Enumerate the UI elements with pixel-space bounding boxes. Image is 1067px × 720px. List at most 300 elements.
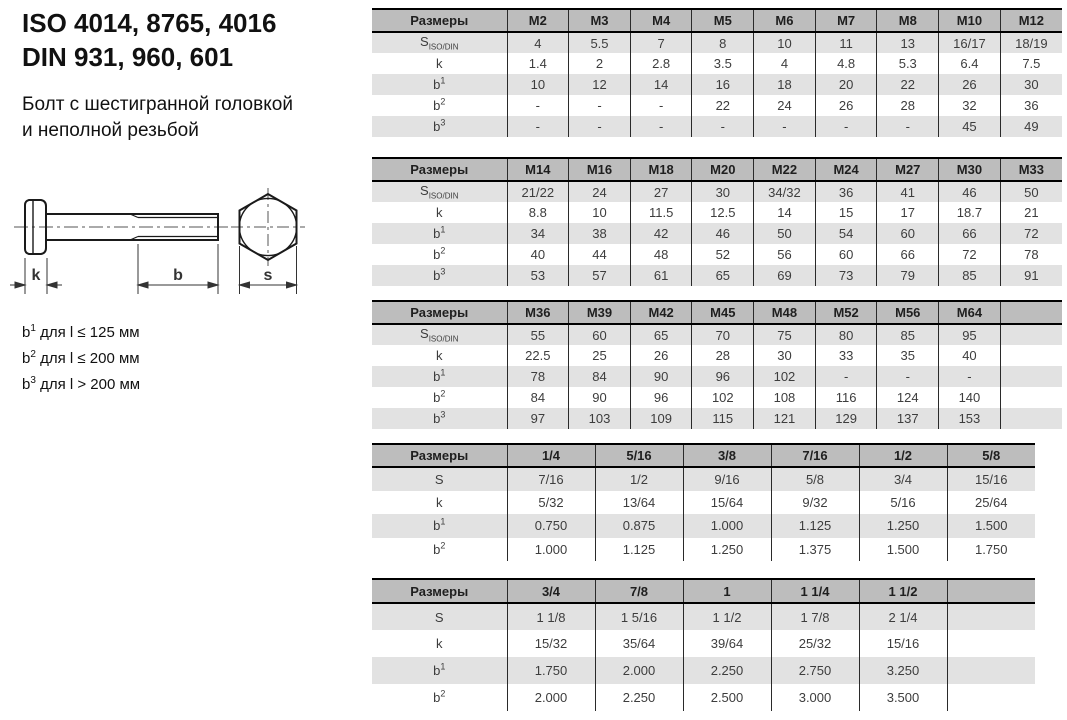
note-b3 — [22, 370, 140, 396]
table-cell: 39/64 — [683, 630, 771, 657]
table-cell: 84 — [569, 366, 631, 387]
table-cell: 66 — [939, 223, 1001, 244]
dimensions-table-imperial-small — [372, 443, 1035, 561]
row-label: $b^2$ — [433, 245, 446, 262]
table-cell: 9/32 — [771, 491, 859, 515]
table-cell: 6.4 — [939, 53, 1001, 74]
note-b3-sup: 3 — [30, 375, 36, 386]
note-b3-text: для l > 200 мм — [35, 376, 141, 393]
row-label: $b^3$ — [372, 408, 507, 429]
din-standards-title: DIN 931, 960, 601 — [22, 42, 234, 72]
table-header-cell: M20 — [692, 158, 754, 181]
table-row — [372, 630, 1035, 657]
table-cell: 28 — [877, 95, 939, 116]
table-cell: 91 — [1000, 265, 1062, 286]
table-cell: 1.500 — [947, 514, 1035, 538]
table-cell: 55 — [507, 324, 569, 345]
table-header-cell: M5 — [692, 9, 754, 32]
row-label: $b^2$ — [433, 96, 446, 113]
table-header-cell: 3/8 — [683, 444, 771, 467]
row-label: $S_{ISO/DIN}$ — [372, 32, 507, 53]
table-cell: 26 — [815, 95, 877, 116]
table-cell: - — [507, 116, 569, 137]
table-cell: 13/64 — [595, 491, 683, 515]
table-cell: 1 5/16 — [595, 603, 683, 630]
table-header-cell: 1 — [683, 579, 771, 603]
table-cell: - — [877, 366, 939, 387]
table-cell: 1.000 — [507, 538, 595, 562]
bolt-head-end-view — [231, 188, 305, 266]
dimensions-table-imperial-large — [372, 578, 1035, 711]
dimension-s — [240, 246, 297, 294]
table-cell: 22 — [692, 95, 754, 116]
table-cell: 7.5 — [1000, 53, 1062, 74]
table-header-cell: 5/16 — [595, 444, 683, 467]
table-cell: 36 — [815, 181, 877, 202]
table-cell: - — [692, 116, 754, 137]
row-label: $b^2$ — [433, 388, 446, 405]
table-header-cell: M22 — [754, 158, 816, 181]
table-header-cell: M36 — [507, 301, 569, 324]
table-row — [372, 32, 1062, 53]
row-label: $b^1$ — [372, 366, 507, 387]
table-cell: 7/16 — [507, 467, 595, 491]
table-cell: 27 — [630, 181, 692, 202]
table-cell: 2.000 — [507, 684, 595, 711]
table-cell: 1.250 — [683, 538, 771, 562]
table-header-cell: 7/8 — [595, 579, 683, 603]
table-header-cell: 5/8 — [947, 444, 1035, 467]
table-cell: - — [754, 116, 816, 137]
table-header-cell: M30 — [939, 158, 1001, 181]
table-header-cell: M2 — [507, 9, 569, 32]
table-cell-blank — [1000, 324, 1062, 345]
table-header-cell: M4 — [630, 9, 692, 32]
table-cell: 35/64 — [595, 630, 683, 657]
table-row — [372, 603, 1035, 630]
table-cell: 84 — [507, 387, 569, 408]
table-header-sizes: Размеры — [372, 579, 507, 603]
table-header-blank — [1000, 301, 1062, 324]
table-cell: - — [630, 116, 692, 137]
table-cell: 95 — [939, 324, 1001, 345]
table-cell: 4 — [754, 53, 816, 74]
table-cell-blank — [1000, 366, 1062, 387]
table-row — [372, 657, 1035, 684]
table-cell: 109 — [630, 408, 692, 429]
row-label: k — [436, 636, 443, 651]
row-label: $b^1$ — [372, 514, 507, 538]
dimensions-table-metric-m36-m64 — [372, 300, 1062, 429]
table-cell: 72 — [939, 244, 1001, 265]
table-cell: 52 — [692, 244, 754, 265]
table-row — [372, 684, 1035, 711]
table-cell: 2 — [569, 53, 631, 74]
dimension-b — [138, 244, 218, 294]
table-header-cell: M27 — [877, 158, 939, 181]
table-cell: 13 — [877, 32, 939, 53]
table-cell: 4.8 — [815, 53, 877, 74]
table-cell: 8 — [692, 32, 754, 53]
table-cell: 25/32 — [771, 630, 859, 657]
table-cell: 124 — [877, 387, 939, 408]
table-header-cell: M33 — [1000, 158, 1062, 181]
table-cell: 96 — [692, 366, 754, 387]
table-cell: 73 — [815, 265, 877, 286]
note-b1-text: для l ≤ 125 мм — [35, 324, 140, 341]
table-cell: 70 — [692, 324, 754, 345]
dimension-k-label: k — [31, 267, 41, 284]
table-cell: 38 — [569, 223, 631, 244]
table-cell: 12.5 — [692, 202, 754, 223]
row-label: $S_{ISO/DIN}$ — [372, 181, 507, 202]
table-cell: 5/32 — [507, 491, 595, 515]
table-cell: - — [569, 116, 631, 137]
table-cell: 10 — [507, 74, 569, 95]
table-cell: 30 — [1000, 74, 1062, 95]
table-header-cell: M6 — [754, 9, 816, 32]
table-cell: 2 1/4 — [859, 603, 947, 630]
table-header-sizes: Размеры — [372, 9, 507, 32]
table-row — [372, 95, 1062, 116]
table-cell: 2.250 — [683, 657, 771, 684]
table-cell: 4 — [507, 32, 569, 53]
table-cell: 69 — [754, 265, 816, 286]
table-cell: 30 — [754, 345, 816, 366]
dimensions-table-metric-m2-m12 — [372, 8, 1062, 137]
product-description — [22, 92, 293, 144]
table-cell: 36 — [1000, 95, 1062, 116]
table-row — [372, 491, 1035, 515]
table-cell: 24 — [754, 95, 816, 116]
table-cell: 90 — [569, 387, 631, 408]
table-header-cell: 1/4 — [507, 444, 595, 467]
table-cell: - — [569, 95, 631, 116]
table-cell: 103 — [569, 408, 631, 429]
table-cell: 78 — [1000, 244, 1062, 265]
table-cell: 3.250 — [859, 657, 947, 684]
row-label: k — [436, 348, 443, 363]
table-row — [372, 53, 1062, 74]
table-cell: 21 — [1000, 202, 1062, 223]
table-header-cell: 1/2 — [859, 444, 947, 467]
bolt-technical-drawing — [6, 184, 326, 324]
table-cell: 12 — [569, 74, 631, 95]
table-cell: 25/64 — [947, 491, 1035, 515]
table-cell: 54 — [815, 223, 877, 244]
table-cell: 5/16 — [859, 491, 947, 515]
table-row — [372, 116, 1062, 137]
table-cell: 14 — [754, 202, 816, 223]
table-header-cell: 1 1/2 — [859, 579, 947, 603]
table-cell: - — [877, 116, 939, 137]
table-cell: - — [815, 116, 877, 137]
table-cell: 10 — [569, 202, 631, 223]
table-header-cell: 3/4 — [507, 579, 595, 603]
table-cell: 56 — [754, 244, 816, 265]
table-header-cell: M56 — [877, 301, 939, 324]
table-cell: 90 — [630, 366, 692, 387]
table-cell: 1 7/8 — [771, 603, 859, 630]
table-header-cell: M52 — [815, 301, 877, 324]
table-cell: 8.8 — [507, 202, 569, 223]
row-label: $b^3$ — [372, 265, 507, 286]
table-cell: 46 — [939, 181, 1001, 202]
table-cell: 5/8 — [771, 467, 859, 491]
table-cell: 18/19 — [1000, 32, 1062, 53]
table-row — [372, 324, 1062, 345]
table-row — [372, 223, 1062, 244]
table-cell: 79 — [877, 265, 939, 286]
table-cell: 121 — [754, 408, 816, 429]
table-cell: 33 — [815, 345, 877, 366]
row-label: S — [372, 603, 507, 630]
note-b2 — [22, 344, 140, 370]
table-cell: 22.5 — [507, 345, 569, 366]
table-header-row — [372, 301, 1062, 324]
table-cell: 65 — [692, 265, 754, 286]
dimension-k — [10, 258, 62, 294]
table-cell: 1.750 — [947, 538, 1035, 562]
table-header-row — [372, 158, 1062, 181]
table-cell: 35 — [877, 345, 939, 366]
table-cell: 48 — [630, 244, 692, 265]
note-b2-text: для l ≤ 200 мм — [35, 350, 140, 367]
table-cell: 2.250 — [595, 684, 683, 711]
table-header-cell: M42 — [630, 301, 692, 324]
table-cell-blank — [1000, 387, 1062, 408]
table-cell-blank — [947, 630, 1035, 657]
table-cell: 40 — [939, 345, 1001, 366]
table-cell: 108 — [754, 387, 816, 408]
table-cell: 14 — [630, 74, 692, 95]
table-row — [372, 265, 1062, 286]
table-cell: 11 — [815, 32, 877, 53]
note-b1-symbol: b — [22, 324, 31, 341]
table-cell: 3.5 — [692, 53, 754, 74]
table-cell: 7 — [630, 32, 692, 53]
table-cell: 53 — [507, 265, 569, 286]
table-cell: 5.5 — [569, 32, 631, 53]
row-label: $b^3$ — [372, 116, 507, 137]
table-header-row — [372, 444, 1035, 467]
table-row — [372, 538, 1035, 562]
table-cell: 15/64 — [683, 491, 771, 515]
table-cell: 116 — [815, 387, 877, 408]
row-label: $b^1$ — [372, 74, 507, 95]
row-label: $b^1$ — [372, 223, 507, 244]
row-label: k — [436, 205, 443, 220]
table-row — [372, 244, 1062, 265]
table-header-cell: M12 — [1000, 9, 1062, 32]
table-cell: 80 — [815, 324, 877, 345]
table-cell: 1.125 — [771, 514, 859, 538]
table-cell: 17 — [877, 202, 939, 223]
table-cell: 46 — [692, 223, 754, 244]
table-cell: 102 — [754, 366, 816, 387]
table-cell: 1.125 — [595, 538, 683, 562]
table-cell: 1.4 — [507, 53, 569, 74]
dimension-s-label: s — [263, 267, 273, 284]
row-label: k — [436, 494, 443, 510]
table-cell: 1.375 — [771, 538, 859, 562]
table-cell: 16 — [692, 74, 754, 95]
table-cell: 18 — [754, 74, 816, 95]
table-cell: 20 — [815, 74, 877, 95]
table-cell: 85 — [877, 324, 939, 345]
table-header-cell: M14 — [507, 158, 569, 181]
table-cell: 97 — [507, 408, 569, 429]
row-label: k — [436, 56, 443, 71]
table-cell: 115 — [692, 408, 754, 429]
table-cell: 5.3 — [877, 53, 939, 74]
table-cell: 1.750 — [507, 657, 595, 684]
table-cell: 102 — [692, 387, 754, 408]
table-cell: - — [507, 95, 569, 116]
row-label: $S_{ISO/DIN}$ — [372, 324, 507, 345]
row-label: S — [372, 467, 507, 491]
table-row — [372, 74, 1062, 95]
table-cell: 16/17 — [939, 32, 1001, 53]
table-cell: 1.250 — [859, 514, 947, 538]
table-cell: 30 — [692, 181, 754, 202]
table-cell: 26 — [630, 345, 692, 366]
table-header-blank — [947, 579, 1035, 603]
table-cell: 45 — [939, 116, 1001, 137]
table-cell: 96 — [630, 387, 692, 408]
table-cell: 60 — [877, 223, 939, 244]
table-cell: 18.7 — [939, 202, 1001, 223]
table-header-cell: M7 — [815, 9, 877, 32]
table-cell: 50 — [1000, 181, 1062, 202]
table-cell: 137 — [877, 408, 939, 429]
table-cell: 10 — [754, 32, 816, 53]
table-cell: 15 — [815, 202, 877, 223]
table-cell: 61 — [630, 265, 692, 286]
table-cell: - — [939, 366, 1001, 387]
dimensions-table-metric-m14-m33 — [372, 157, 1062, 286]
table-row — [372, 181, 1062, 202]
table-cell: 24 — [569, 181, 631, 202]
dimension-b-label: b — [173, 267, 183, 284]
table-cell-blank — [947, 684, 1035, 711]
table-row — [372, 345, 1062, 366]
table-cell: 34/32 — [754, 181, 816, 202]
table-cell: - — [630, 95, 692, 116]
table-cell: 1 1/8 — [507, 603, 595, 630]
table-cell: 72 — [1000, 223, 1062, 244]
table-header-cell: M24 — [815, 158, 877, 181]
row-label: $b^2$ — [433, 540, 446, 557]
table-cell: 129 — [815, 408, 877, 429]
table-cell-blank — [1000, 345, 1062, 366]
table-cell: 2.8 — [630, 53, 692, 74]
table-cell: 1.500 — [859, 538, 947, 562]
table-cell: 1/2 — [595, 467, 683, 491]
table-cell: 1.000 — [683, 514, 771, 538]
table-cell: 57 — [569, 265, 631, 286]
table-cell: 49 — [1000, 116, 1062, 137]
table-cell-blank — [947, 603, 1035, 630]
table-row — [372, 387, 1062, 408]
table-header-cell: M48 — [754, 301, 816, 324]
table-cell: - — [815, 366, 877, 387]
table-cell: 0.875 — [595, 514, 683, 538]
table-cell: 15/16 — [859, 630, 947, 657]
table-row — [372, 366, 1062, 387]
table-row — [372, 514, 1035, 538]
table-header-cell: M16 — [569, 158, 631, 181]
table-header-cell: 1 1/4 — [771, 579, 859, 603]
table-header-cell: M10 — [939, 9, 1001, 32]
table-cell-blank — [947, 657, 1035, 684]
note-b2-sup: 2 — [30, 349, 36, 360]
table-header-cell: M39 — [569, 301, 631, 324]
table-cell: 11.5 — [630, 202, 692, 223]
table-cell: 26 — [939, 74, 1001, 95]
table-cell: 15/16 — [947, 467, 1035, 491]
table-cell: 3/4 — [859, 467, 947, 491]
table-cell: 44 — [569, 244, 631, 265]
table-cell: 42 — [630, 223, 692, 244]
table-cell: 25 — [569, 345, 631, 366]
table-header-row — [372, 579, 1035, 603]
table-cell: 3.000 — [771, 684, 859, 711]
note-b1 — [22, 318, 140, 344]
table-cell: 2.500 — [683, 684, 771, 711]
table-cell: 40 — [507, 244, 569, 265]
table-header-cell: M18 — [630, 158, 692, 181]
table-cell: 66 — [877, 244, 939, 265]
table-header-sizes: Размеры — [372, 444, 507, 467]
table-header-sizes: Размеры — [372, 158, 507, 181]
table-cell: 75 — [754, 324, 816, 345]
table-cell: 60 — [815, 244, 877, 265]
table-cell: 22 — [877, 74, 939, 95]
table-cell: 85 — [939, 265, 1001, 286]
table-cell: 3.500 — [859, 684, 947, 711]
thread-length-notes — [22, 318, 140, 396]
table-header-cell: M45 — [692, 301, 754, 324]
note-b2-symbol: b — [22, 350, 31, 367]
table-cell: 32 — [939, 95, 1001, 116]
table-cell: 41 — [877, 181, 939, 202]
standards-title-block — [22, 6, 276, 74]
table-cell-blank — [1000, 408, 1062, 429]
table-cell: 78 — [507, 366, 569, 387]
table-cell: 60 — [569, 324, 631, 345]
table-cell: 1 1/2 — [683, 603, 771, 630]
table-cell: 2.000 — [595, 657, 683, 684]
table-header-cell: 7/16 — [771, 444, 859, 467]
note-b3-symbol: b — [22, 376, 31, 393]
table-cell: 28 — [692, 345, 754, 366]
table-header-row — [372, 9, 1062, 32]
row-label: $b^2$ — [433, 688, 446, 705]
table-cell: 65 — [630, 324, 692, 345]
table-header-cell: M8 — [877, 9, 939, 32]
table-row — [372, 467, 1035, 491]
table-cell: 9/16 — [683, 467, 771, 491]
table-row — [372, 408, 1062, 429]
product-description-line1: Болт с шестигранной головкой — [22, 94, 293, 115]
table-header-cell: M64 — [939, 301, 1001, 324]
product-description-line2: и неполной резьбой — [22, 120, 199, 141]
note-b1-sup: 1 — [30, 323, 36, 334]
table-header-sizes: Размеры — [372, 301, 507, 324]
table-cell: 153 — [939, 408, 1001, 429]
table-cell: 2.750 — [771, 657, 859, 684]
